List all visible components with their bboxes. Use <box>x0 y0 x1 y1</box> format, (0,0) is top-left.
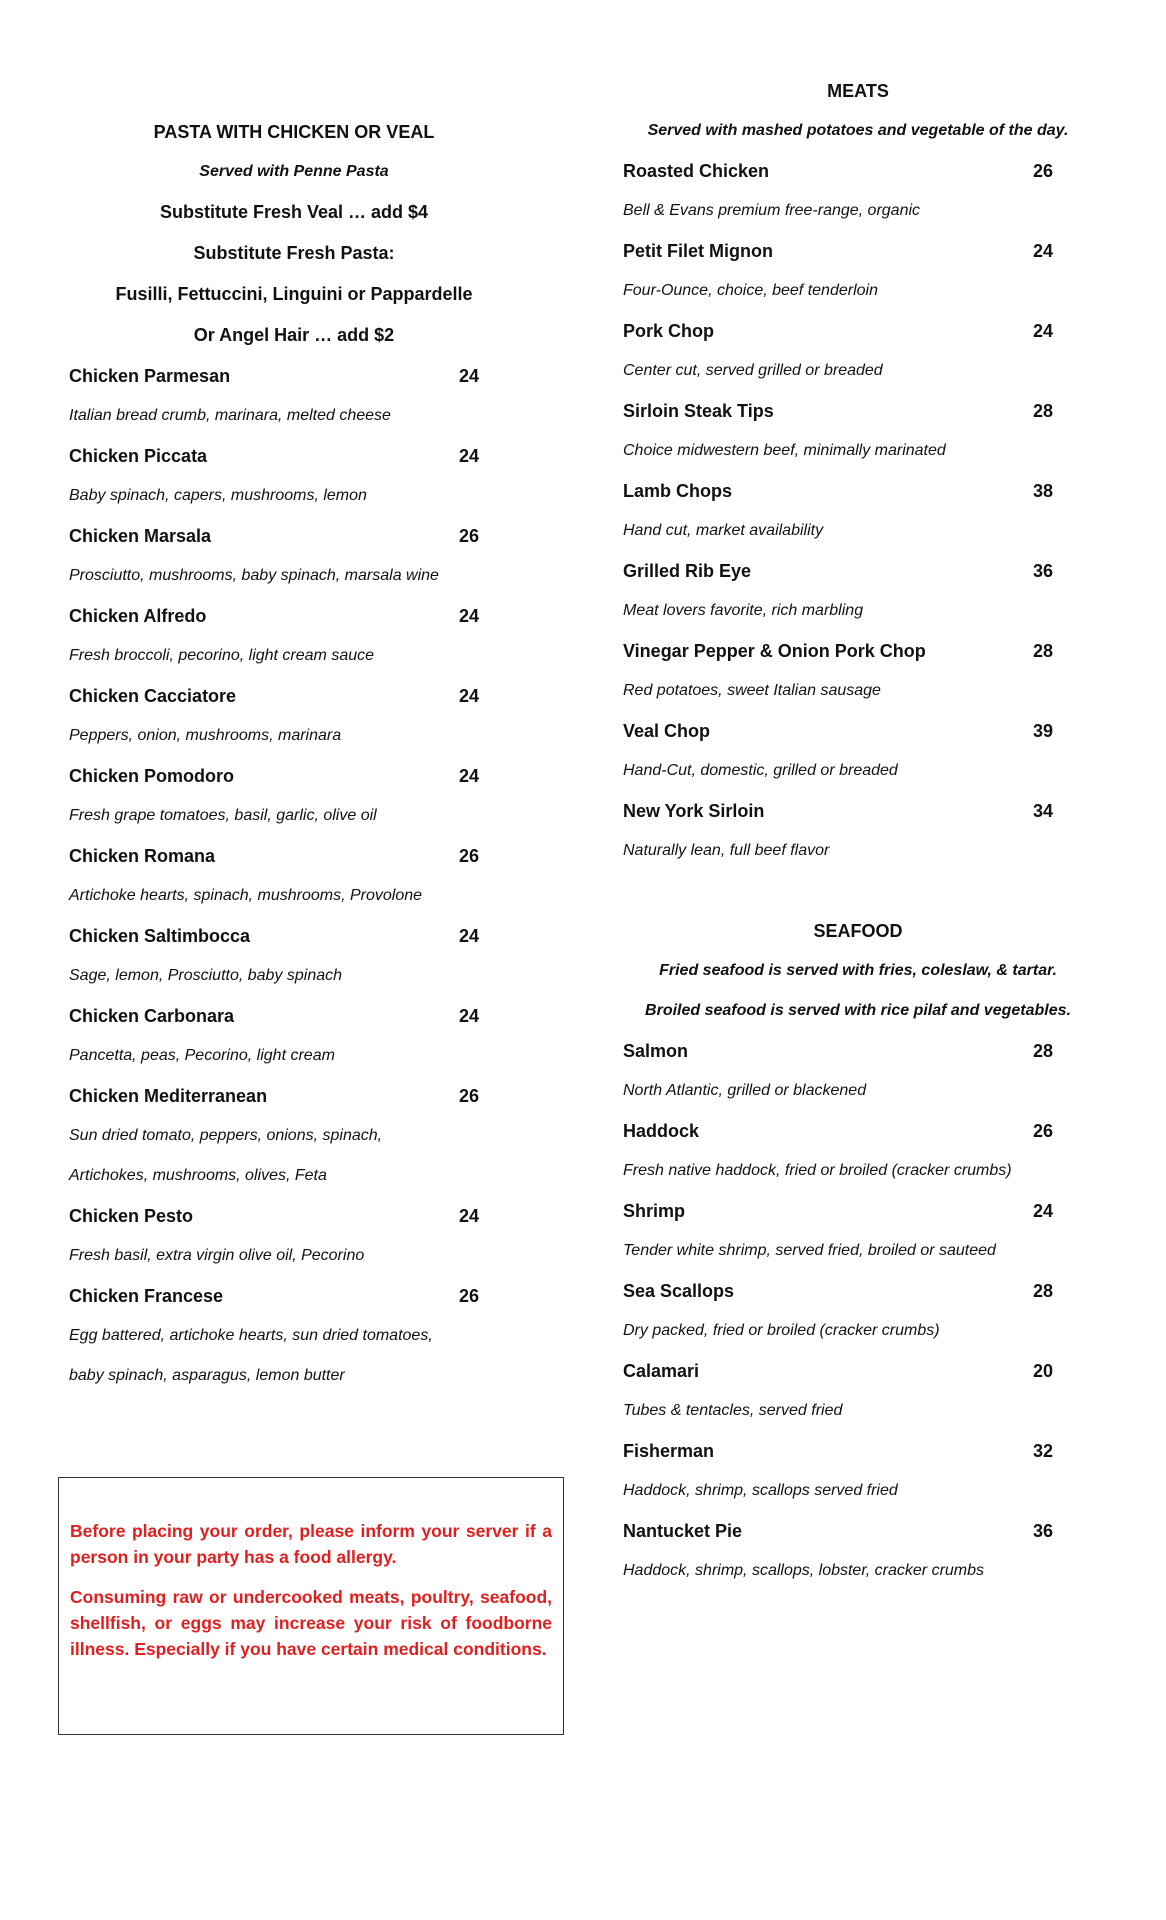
menu-item-description: Hand-Cut, domestic, grilled or breaded <box>623 762 898 779</box>
menu-item-price: 36 <box>1033 1521 1054 1541</box>
menu-item <box>623 631 1093 671</box>
menu-item-name: Grilled Rib Eye <box>623 561 752 581</box>
menu-item-description: Egg battered, artichoke hearts, sun dried tomatoes, <box>69 1327 433 1344</box>
menu-item-description: Center cut, served grilled or breaded <box>623 362 883 379</box>
menu-item <box>623 1191 1093 1231</box>
menu-item-price: 24 <box>459 686 480 706</box>
meats-items <box>623 151 1093 871</box>
menu-item-description: Meat lovers favorite, rich marbling <box>623 602 864 619</box>
menu-item-price: 24 <box>459 366 480 386</box>
menu-item-description: Sun dried tomato, peppers, onions, spinach, <box>69 1127 383 1144</box>
menu-item <box>69 676 519 716</box>
menu-item-name: Veal Chop <box>623 721 711 741</box>
pasta-column <box>69 112 519 1396</box>
allergy-warning-box <box>58 1477 564 1735</box>
menu-item-price: 36 <box>1033 561 1054 581</box>
menu-item-price: 24 <box>1033 241 1054 261</box>
menu-item <box>69 516 519 556</box>
menu-item-name: Chicken Pesto <box>69 1206 194 1226</box>
pasta-note: Substitute Fresh Veal … add $4 <box>159 202 429 222</box>
menu-item-description: Fresh grape tomatoes, basil, garlic, olive oil <box>69 807 377 824</box>
menu-item-description: Sage, lemon, Prosciutto, baby spinach <box>69 967 343 984</box>
menu-item-name: Lamb Chops <box>623 481 733 501</box>
menu-item-name: Chicken Francese <box>69 1286 224 1306</box>
menu-item-description: Bell & Evans premium free-range, organic <box>623 202 921 219</box>
menu-item-description: Artichoke hearts, spinach, mushrooms, Provolone <box>69 887 423 904</box>
menu-item-price: 24 <box>459 926 480 946</box>
menu-item <box>69 1276 519 1316</box>
allergy-warning-text: Before placing your order, please inform your server if a person in your party has a food allergy. <box>70 1521 552 1567</box>
menu-item-price: 26 <box>1033 1121 1054 1141</box>
pasta-note: Fusilli, Fettuccini, Linguini or Pappardelle <box>115 284 473 304</box>
menu-item-price: 32 <box>1033 1441 1054 1461</box>
pasta-note: Substitute Fresh Pasta: <box>193 243 395 263</box>
menu-item <box>623 791 1093 831</box>
menu-item-name: Chicken Mediterranean <box>69 1086 268 1106</box>
menu-item-name: Chicken Carbonara <box>69 1006 235 1026</box>
menu-item-price: 28 <box>1033 641 1054 661</box>
menu-item <box>623 311 1093 351</box>
menu-item-name: Chicken Piccata <box>69 446 208 466</box>
menu-item-name: Haddock <box>623 1121 700 1141</box>
menu-item <box>69 596 519 636</box>
menu-item <box>623 1111 1093 1151</box>
menu-item-price: 39 <box>1033 721 1054 741</box>
menu-item <box>623 1271 1093 1311</box>
menu-item-price: 24 <box>1033 321 1054 341</box>
menu-item <box>623 471 1093 511</box>
menu-item-description: Haddock, shrimp, scallops served fried <box>623 1482 898 1499</box>
menu-item-description: Tubes & tentacles, served fried <box>623 1402 843 1419</box>
seafood-items <box>623 1031 1093 1591</box>
menu-item-price: 26 <box>459 846 480 866</box>
menu-item-description: North Atlantic, grilled or blackened <box>623 1082 867 1099</box>
menu-item-name: Fisherman <box>623 1441 715 1461</box>
menu-item <box>69 916 519 956</box>
menu-item-price: 26 <box>459 1286 480 1306</box>
menu-item-name: Salmon <box>623 1041 689 1061</box>
foodborne-illness-warning-text: Consuming raw or undercooked meats, poultry, seafood, shellfish, or eggs may increase your risk of foodborne illness. Especially if you have certain medical conditions. <box>70 1587 552 1659</box>
menu-item-price: 24 <box>459 606 480 626</box>
menu-item-price: 28 <box>1033 401 1054 421</box>
menu-item-description: Pancetta, peas, Pecorino, light cream <box>69 1047 335 1064</box>
menu-item-name: Sirloin Steak Tips <box>623 401 774 421</box>
menu-item <box>623 1511 1093 1551</box>
menu-item <box>623 711 1093 751</box>
menu-item-description: Baby spinach, capers, mushrooms, lemon <box>69 487 367 504</box>
seafood-subtitle-fried: Fried seafood is served with fries, coleslaw, & tartar. <box>659 962 1057 979</box>
menu-item <box>69 1196 519 1236</box>
seafood-subtitle-broiled: Broiled seafood is served with rice pilaf and vegetables. <box>645 1002 1071 1019</box>
menu-item <box>69 436 519 476</box>
menu-item <box>69 996 519 1036</box>
menu-item-name: Chicken Cacciatore <box>69 686 237 706</box>
menu-item-price: 24 <box>459 1206 480 1226</box>
menu-item-name: Pork Chop <box>623 321 715 341</box>
menu-item-description: Dry packed, fried or broiled (cracker crumbs) <box>623 1322 940 1339</box>
menu-item <box>69 1076 519 1116</box>
menu-item-price: 26 <box>1033 161 1054 181</box>
pasta-note: Or Angel Hair … add $2 <box>193 325 395 345</box>
menu-item-description: Italian bread crumb, marinara, melted cheese <box>69 407 391 424</box>
menu-item <box>69 356 519 396</box>
menu-item <box>623 231 1093 271</box>
pasta-note: Served with Penne Pasta <box>199 163 389 180</box>
right-column <box>623 71 1093 1591</box>
menu-item-name: Nantucket Pie <box>623 1521 743 1541</box>
menu-item-name: Chicken Saltimbocca <box>69 926 251 946</box>
menu-item-description: Four-Ounce, choice, beef tenderloin <box>623 282 878 299</box>
menu-item-name: Chicken Alfredo <box>69 606 207 626</box>
menu-item <box>623 551 1093 591</box>
menu-item-name: Calamari <box>623 1361 700 1381</box>
menu-item-name: Chicken Marsala <box>69 526 212 546</box>
menu-item-price: 38 <box>1033 481 1054 501</box>
menu-item-name: Roasted Chicken <box>623 161 770 181</box>
menu-item-price: 24 <box>1033 1201 1054 1221</box>
pasta-items <box>69 356 519 1396</box>
seafood-section-title: SEAFOOD <box>813 921 903 941</box>
pasta-section-title: PASTA WITH CHICKEN OR VEAL <box>153 122 435 142</box>
menu-item-description: baby spinach, asparagus, lemon butter <box>69 1367 345 1384</box>
menu-item-name: Chicken Pomodoro <box>69 766 235 786</box>
menu-item-price: 34 <box>1033 801 1054 821</box>
menu-item-name: Petit Filet Mignon <box>623 241 773 261</box>
menu-item-price: 26 <box>459 1086 480 1106</box>
meats-section-title: MEATS <box>827 81 889 101</box>
menu-item-price: 20 <box>1033 1361 1054 1381</box>
menu-item-name: Chicken Romana <box>69 846 216 866</box>
menu-item <box>623 1351 1093 1391</box>
section-spacer <box>623 871 1093 911</box>
menu-item <box>69 836 519 876</box>
pasta-notes <box>69 152 519 356</box>
menu-item-description: Artichokes, mushrooms, olives, Feta <box>69 1167 327 1184</box>
menu-item-description: Fresh broccoli, pecorino, light cream sauce <box>69 647 375 664</box>
menu-item-description: Hand cut, market availability <box>623 522 824 539</box>
menu-item-price: 26 <box>459 526 480 546</box>
menu-item-price: 24 <box>459 446 480 466</box>
menu-item-price: 24 <box>459 1006 480 1026</box>
menu-item-description: Fresh native haddock, fried or broiled (cracker crumbs) <box>623 1162 1012 1179</box>
meats-subtitle: Served with mashed potatoes and vegetable of the day. <box>647 122 1069 139</box>
menu-item <box>69 756 519 796</box>
menu-item-description: Tender white shrimp, served fried, broiled or sauteed <box>623 1242 996 1259</box>
menu-item-name: Sea Scallops <box>623 1281 735 1301</box>
menu-item <box>623 1031 1093 1071</box>
menu-item-name: Chicken Parmesan <box>69 366 231 386</box>
menu-item-description: Red potatoes, sweet Italian sausage <box>623 682 881 699</box>
menu-item-description: Prosciutto, mushrooms, baby spinach, marsala wine <box>69 567 439 584</box>
menu-item-description: Haddock, shrimp, scallops, lobster, cracker crumbs <box>623 1562 985 1579</box>
menu-item-name: Shrimp <box>623 1201 686 1221</box>
menu-item-description: Choice midwestern beef, minimally marinated <box>623 442 946 459</box>
menu-item-price: 28 <box>1033 1281 1054 1301</box>
menu-item-price: 28 <box>1033 1041 1054 1061</box>
menu-item <box>623 391 1093 431</box>
menu-item-description: Naturally lean, full beef flavor <box>623 842 830 859</box>
menu-item-description: Fresh basil, extra virgin olive oil, Pecorino <box>69 1247 365 1264</box>
menu-item-name: Vinegar Pepper & Onion Pork Chop <box>623 641 926 661</box>
menu-item <box>623 151 1093 191</box>
menu-item-description: Peppers, onion, mushrooms, marinara <box>69 727 342 744</box>
menu-item-price: 24 <box>459 766 480 786</box>
menu-item-name: New York Sirloin <box>623 801 765 821</box>
menu-item <box>623 1431 1093 1471</box>
